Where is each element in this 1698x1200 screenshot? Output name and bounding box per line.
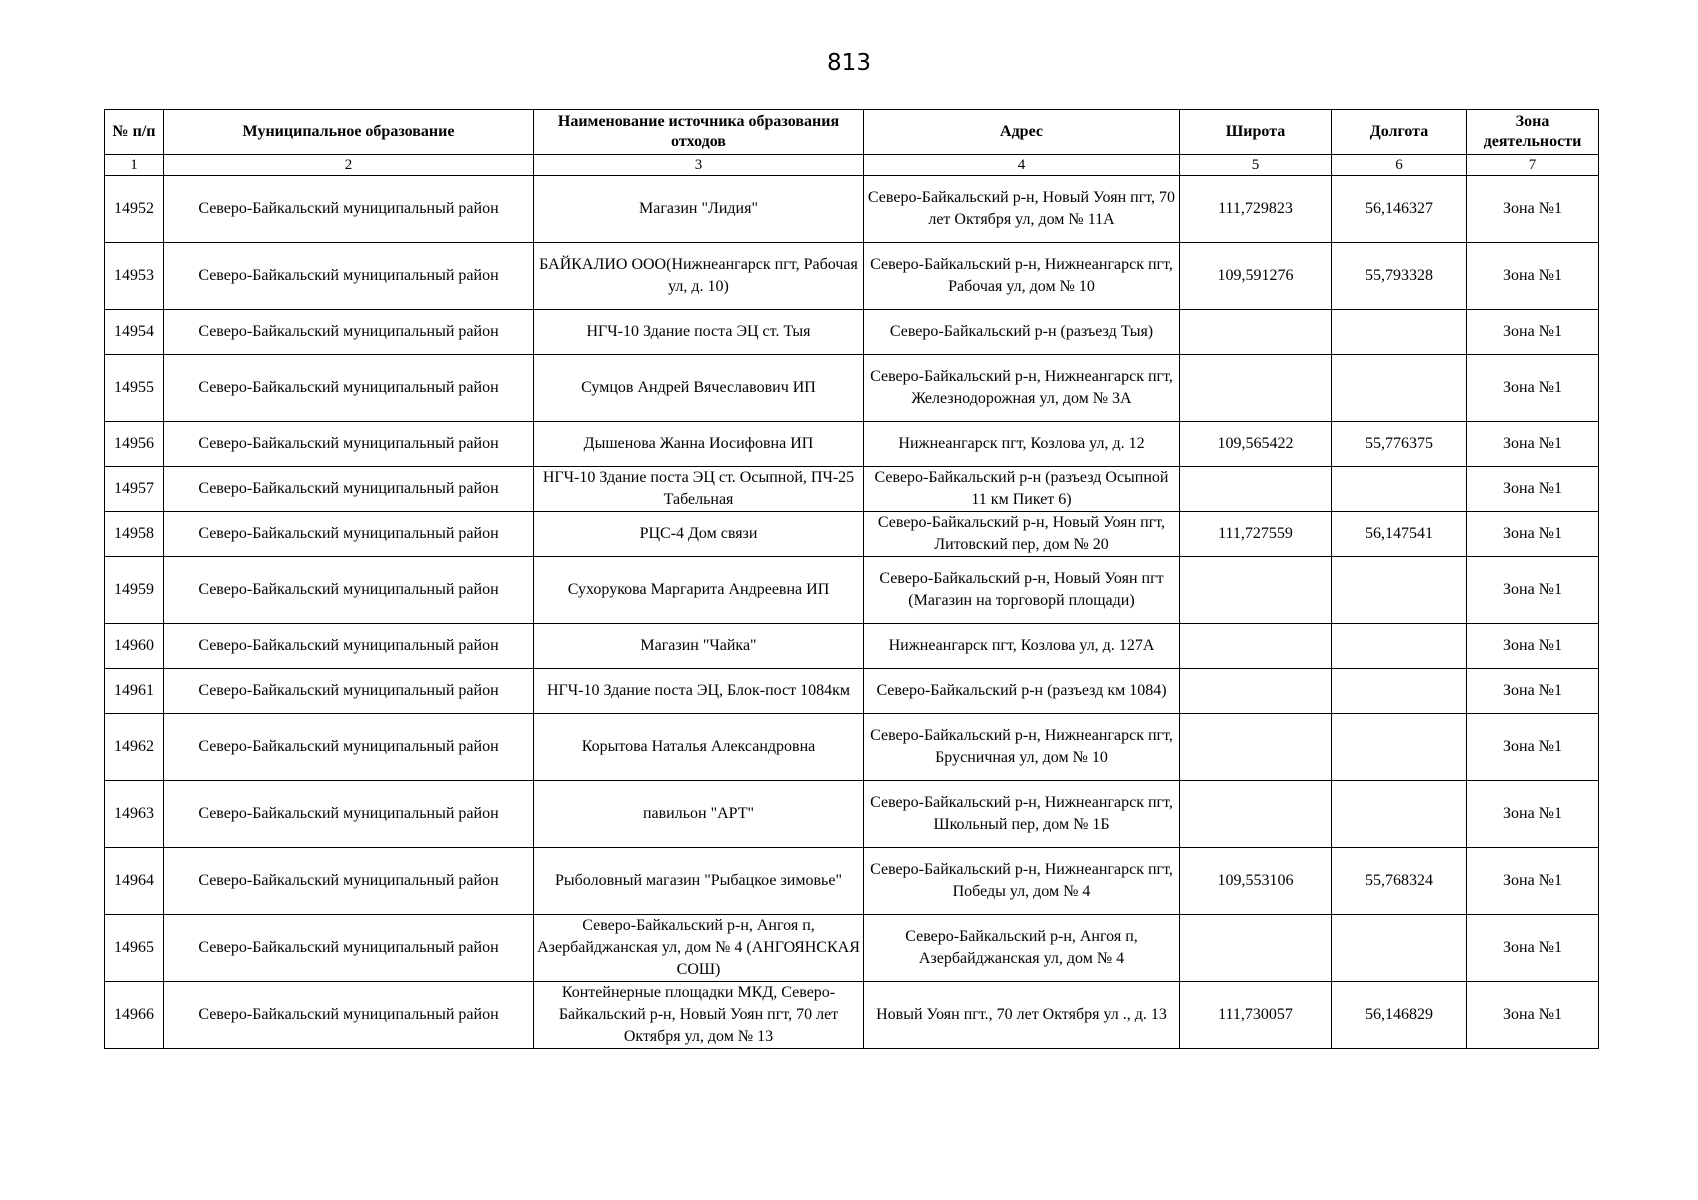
address-cell: Северо-Байкальский р-н (разъезд Осыпной 11 км Пикет 6)	[864, 467, 1180, 512]
latitude-cell	[1180, 467, 1332, 512]
source-cell: БАЙКАЛИО ООО(Нижнеангарск пгт, Рабочая ул, д. 10)	[534, 243, 864, 310]
row-number: 14962	[105, 714, 164, 781]
zone-cell: Зона №1	[1467, 848, 1599, 915]
zone-cell: Зона №1	[1467, 557, 1599, 624]
source-cell: Сумцов Андрей Вячеславович ИП	[534, 355, 864, 422]
column-number: 1	[105, 155, 164, 176]
header-cell: Наименование источника образования отходов	[534, 110, 864, 155]
address-cell: Северо-Байкальский р-н, Нижнеангарск пгт, Школьный пер, дом № 1Б	[864, 781, 1180, 848]
table-row	[105, 848, 1599, 915]
row-number: 14959	[105, 557, 164, 624]
zone-cell: Зона №1	[1467, 355, 1599, 422]
table-row	[105, 467, 1599, 512]
row-number: 14957	[105, 467, 164, 512]
source-cell: павильон "АРТ"	[534, 781, 864, 848]
latitude-cell: 111,727559	[1180, 512, 1332, 557]
address-cell: Северо-Байкальский р-н, Нижнеангарск пгт, Брусничная ул, дом № 10	[864, 714, 1180, 781]
header-row	[105, 110, 1599, 155]
source-cell: Магазин "Лидия"	[534, 176, 864, 243]
municipality-cell: Северо-Байкальский муниципальный район	[164, 176, 534, 243]
page-number: 813	[827, 50, 871, 76]
zone-cell: Зона №1	[1467, 669, 1599, 714]
zone-cell: Зона №1	[1467, 243, 1599, 310]
municipality-cell: Северо-Байкальский муниципальный район	[164, 624, 534, 669]
latitude-cell	[1180, 669, 1332, 714]
latitude-cell: 111,729823	[1180, 176, 1332, 243]
address-cell: Северо-Байкальский р-н, Ангоя п, Азербайджанская ул, дом № 4	[864, 915, 1180, 982]
municipality-cell: Северо-Байкальский муниципальный район	[164, 512, 534, 557]
row-number: 14965	[105, 915, 164, 982]
header-cell: Широта	[1180, 110, 1332, 155]
municipality-cell: Северо-Байкальский муниципальный район	[164, 915, 534, 982]
longitude-cell	[1332, 669, 1467, 714]
row-number: 14966	[105, 982, 164, 1049]
column-number: 7	[1467, 155, 1599, 176]
zone-cell: Зона №1	[1467, 422, 1599, 467]
longitude-cell: 56,147541	[1332, 512, 1467, 557]
source-cell: Сухорукова Маргарита Андреевна ИП	[534, 557, 864, 624]
header-cell: Долгота	[1332, 110, 1467, 155]
longitude-cell	[1332, 355, 1467, 422]
source-cell: НГЧ-10 Здание поста ЭЦ ст. Тыя	[534, 310, 864, 355]
column-number: 4	[864, 155, 1180, 176]
longitude-cell	[1332, 714, 1467, 781]
latitude-cell	[1180, 714, 1332, 781]
longitude-cell	[1332, 467, 1467, 512]
table-row	[105, 512, 1599, 557]
source-cell: НГЧ-10 Здание поста ЭЦ, Блок-пост 1084км	[534, 669, 864, 714]
longitude-cell: 56,146327	[1332, 176, 1467, 243]
table-row	[105, 422, 1599, 467]
municipality-cell: Северо-Байкальский муниципальный район	[164, 310, 534, 355]
address-cell: Северо-Байкальский р-н, Нижнеангарск пгт, Рабочая ул, дом № 10	[864, 243, 1180, 310]
row-number: 14964	[105, 848, 164, 915]
latitude-cell	[1180, 915, 1332, 982]
municipality-cell: Северо-Байкальский муниципальный район	[164, 982, 534, 1049]
address-cell: Северо-Байкальский р-н, Новый Уоян пгт, 70 лет Октября ул, дом № 11А	[864, 176, 1180, 243]
row-number: 14952	[105, 176, 164, 243]
zone-cell: Зона №1	[1467, 915, 1599, 982]
table-row	[105, 176, 1599, 243]
municipality-cell: Северо-Байкальский муниципальный район	[164, 467, 534, 512]
source-cell: Северо-Байкальский р-н, Ангоя п, Азербайджанская ул, дом № 4 (АНГОЯНСКАЯ СОШ)	[534, 915, 864, 982]
zone-cell: Зона №1	[1467, 624, 1599, 669]
municipality-cell: Северо-Байкальский муниципальный район	[164, 669, 534, 714]
zone-cell: Зона №1	[1467, 714, 1599, 781]
address-cell: Северо-Байкальский р-н (разъезд Тыя)	[864, 310, 1180, 355]
source-cell: Магазин "Чайка"	[534, 624, 864, 669]
table-row	[105, 624, 1599, 669]
source-cell: Корытова Наталья Александровна	[534, 714, 864, 781]
zone-cell: Зона №1	[1467, 781, 1599, 848]
municipality-cell: Северо-Байкальский муниципальный район	[164, 243, 534, 310]
row-number: 14954	[105, 310, 164, 355]
municipality-cell: Северо-Байкальский муниципальный район	[164, 714, 534, 781]
table-row	[105, 310, 1599, 355]
table-row	[105, 243, 1599, 310]
latitude-cell	[1180, 781, 1332, 848]
column-number: 5	[1180, 155, 1332, 176]
zone-cell: Зона №1	[1467, 467, 1599, 512]
latitude-cell	[1180, 355, 1332, 422]
address-cell: Северо-Байкальский р-н, Новый Уоян пгт, Литовский пер, дом № 20	[864, 512, 1180, 557]
address-cell: Нижнеангарск пгт, Козлова ул, д. 12	[864, 422, 1180, 467]
latitude-cell: 109,591276	[1180, 243, 1332, 310]
header-cell: Зона деятельности	[1467, 110, 1599, 155]
column-number-row	[105, 155, 1599, 176]
source-cell: Контейнерные площадки МКД, Северо-Байкальский р-н, Новый Уоян пгт, 70 лет Октября ул, дом № 13	[534, 982, 864, 1049]
address-cell: Северо-Байкальский р-н, Нижнеангарск пгт, Железнодорожная ул, дом № 3А	[864, 355, 1180, 422]
municipality-cell: Северо-Байкальский муниципальный район	[164, 557, 534, 624]
table-row	[105, 781, 1599, 848]
latitude-cell	[1180, 624, 1332, 669]
source-cell: НГЧ-10 Здание поста ЭЦ ст. Осыпной, ПЧ-25 Табельная	[534, 467, 864, 512]
longitude-cell	[1332, 781, 1467, 848]
address-cell: Северо-Байкальский р-н (разъезд км 1084)	[864, 669, 1180, 714]
source-cell: РЦС-4 Дом связи	[534, 512, 864, 557]
table-row	[105, 915, 1599, 982]
address-cell: Нижнеангарск пгт, Козлова ул, д. 127А	[864, 624, 1180, 669]
row-number: 14961	[105, 669, 164, 714]
longitude-cell: 55,793328	[1332, 243, 1467, 310]
header-cell: № п/п	[105, 110, 164, 155]
row-number: 14958	[105, 512, 164, 557]
table-row	[105, 355, 1599, 422]
header-cell: Муниципальное образование	[164, 110, 534, 155]
table-row	[105, 982, 1599, 1049]
municipality-cell: Северо-Байкальский муниципальный район	[164, 781, 534, 848]
zone-cell: Зона №1	[1467, 512, 1599, 557]
row-number: 14953	[105, 243, 164, 310]
latitude-cell	[1180, 557, 1332, 624]
header-cell: Адрес	[864, 110, 1180, 155]
longitude-cell	[1332, 624, 1467, 669]
row-number: 14956	[105, 422, 164, 467]
latitude-cell: 109,553106	[1180, 848, 1332, 915]
address-cell: Новый Уоян пгт., 70 лет Октября ул ., д. 13	[864, 982, 1180, 1049]
source-cell: Рыболовный магазин "Рыбацкое зимовье"	[534, 848, 864, 915]
municipality-cell: Северо-Байкальский муниципальный район	[164, 848, 534, 915]
latitude-cell: 109,565422	[1180, 422, 1332, 467]
column-number: 3	[534, 155, 864, 176]
zone-cell: Зона №1	[1467, 176, 1599, 243]
longitude-cell	[1332, 557, 1467, 624]
zone-cell: Зона №1	[1467, 310, 1599, 355]
longitude-cell	[1332, 310, 1467, 355]
table-row	[105, 669, 1599, 714]
municipality-cell: Северо-Байкальский муниципальный район	[164, 422, 534, 467]
longitude-cell: 55,768324	[1332, 848, 1467, 915]
address-cell: Северо-Байкальский р-н, Новый Уоян пгт (Магазин на торговорй площади)	[864, 557, 1180, 624]
zone-cell: Зона №1	[1467, 982, 1599, 1049]
address-cell: Северо-Байкальский р-н, Нижнеангарск пгт, Победы ул, дом № 4	[864, 848, 1180, 915]
table-row	[105, 714, 1599, 781]
longitude-cell: 56,146829	[1332, 982, 1467, 1049]
waste-sources-table	[104, 109, 1599, 1049]
row-number: 14963	[105, 781, 164, 848]
row-number: 14960	[105, 624, 164, 669]
latitude-cell	[1180, 310, 1332, 355]
longitude-cell	[1332, 915, 1467, 982]
column-number: 2	[164, 155, 534, 176]
latitude-cell: 111,730057	[1180, 982, 1332, 1049]
longitude-cell: 55,776375	[1332, 422, 1467, 467]
row-number: 14955	[105, 355, 164, 422]
source-cell: Дышенова Жанна Иосифовна ИП	[534, 422, 864, 467]
column-number: 6	[1332, 155, 1467, 176]
municipality-cell: Северо-Байкальский муниципальный район	[164, 355, 534, 422]
table-row	[105, 557, 1599, 624]
